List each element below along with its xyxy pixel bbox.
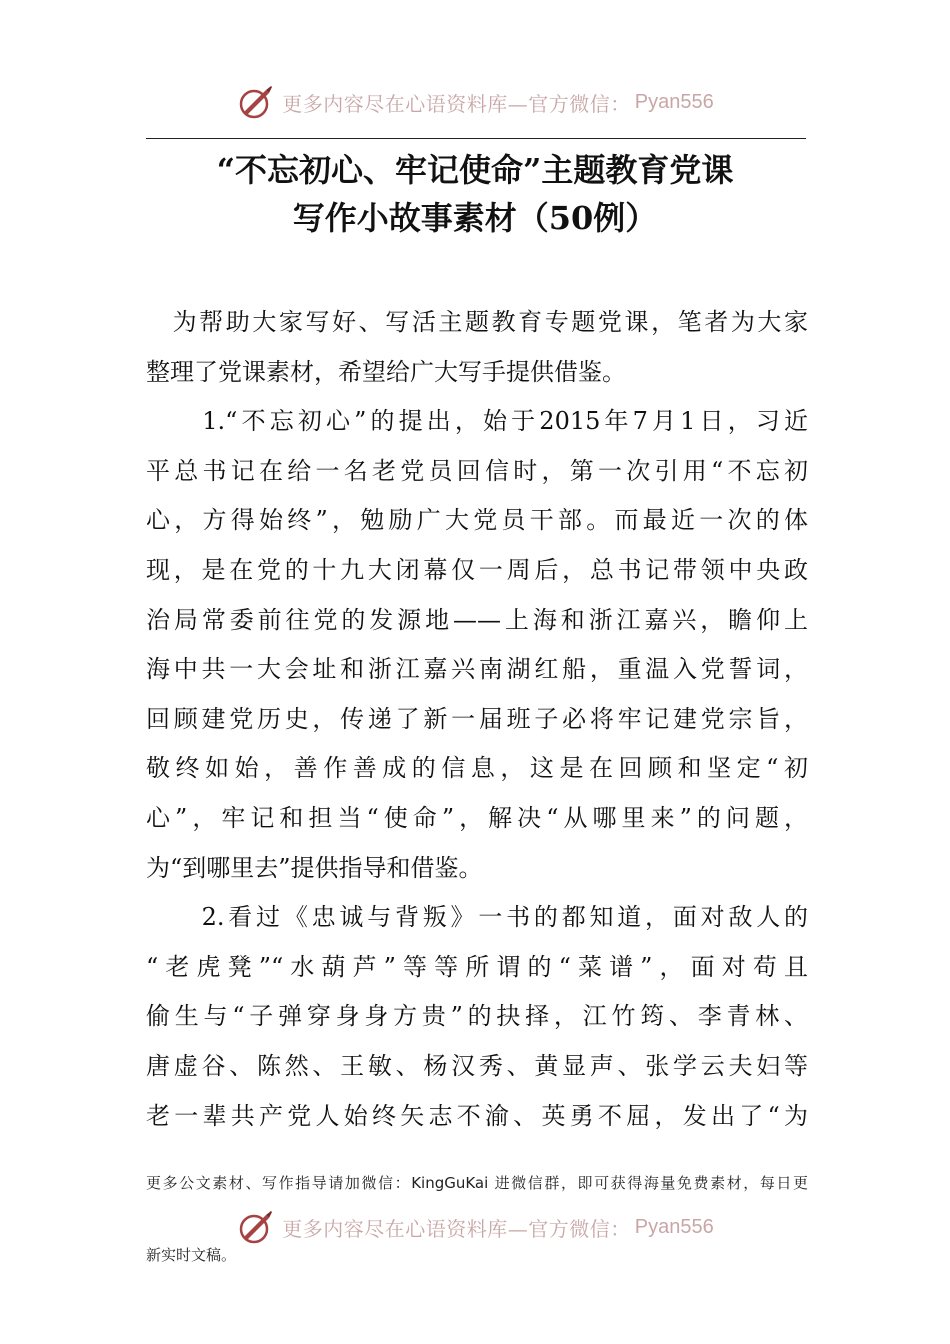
document-title-line-1: “不忘初心、牢记使命”主题教育党课 (216, 151, 734, 189)
body-line: 心”，牢记和担当“使命”，解决“从哪里来”的问题， (146, 803, 808, 832)
body-line: 回顾建党历史，传递了新一届班子必将牢记建党宗旨， (146, 704, 808, 733)
body-line: 海中共一大会址和浙江嘉兴南湖红船，重温入党誓词， (146, 655, 808, 684)
body-line: “老虎凳”“水葫芦”等等所谓的“菜谱”，面对苟且 (146, 952, 808, 981)
watermark-top (0, 82, 950, 122)
watermark-text: 更多内容尽在心语资料库—官方微信： (282, 91, 631, 116)
body-line: 为“到哪里去”提供指导和借鉴。 (146, 853, 483, 882)
footer-note-line-1: 更多公文素材、写作指导请加微信：KingGuKai 进微信群，即可获得海量免费素材，每日更 (146, 1174, 808, 1192)
body-line: 平总书记在给一名老党员回信时，第一次引用“不忘初 (146, 456, 808, 485)
body-line: 偷生与“子弹穿身身方贵”的抉择，江竹筠、李青林、 (146, 1002, 808, 1031)
document-title-line-2: 写作小故事素材（50例） (292, 199, 658, 237)
body-line: 敬终如始，善作善成的信息，这是在回顾和坚定“初 (146, 754, 808, 783)
watermark-id: Pyan556 (634, 1215, 714, 1238)
body-line: 现，是在党的十九大闭幕仅一周后，总书记带领中央政 (146, 555, 808, 584)
document-body (146, 298, 808, 1141)
watermark-text: 更多内容尽在心语资料库—官方微信： (282, 1216, 631, 1241)
body-line: 2.看过《忠诚与背叛》一书的都知道，面对敌人的 (146, 903, 808, 932)
body-line: 治局常委前往党的发源地——上海和浙江嘉兴，瞻仰上 (146, 605, 808, 634)
footer-note-line-2: 新实时文稿。 (146, 1246, 237, 1264)
body-line: 整理了党课素材，希望给广大写手提供借鉴。 (146, 357, 626, 386)
watermark-id: Pyan556 (634, 90, 714, 113)
body-line: 唐虚谷、陈然、王敏、杨汉秀、黄显声、张学云夫妇等 (146, 1051, 808, 1080)
watermark-bottom (0, 1207, 950, 1247)
body-line: 为帮助大家写好、写活主题教育专题党课，笔者为大家 (146, 308, 808, 336)
pen-logo-icon (236, 1207, 276, 1247)
body-line: 老一辈共产党人始终矢志不渝、英勇不屈，发出了“为 (146, 1101, 808, 1130)
pen-logo-icon (236, 82, 276, 122)
header-rule (146, 138, 806, 139)
body-line: 心，方得始终”，勉励广大党员干部。而最近一次的体 (146, 506, 808, 535)
body-line: 1.“不忘初心”的提出，始于2015年7月1日，习近 (146, 407, 808, 436)
